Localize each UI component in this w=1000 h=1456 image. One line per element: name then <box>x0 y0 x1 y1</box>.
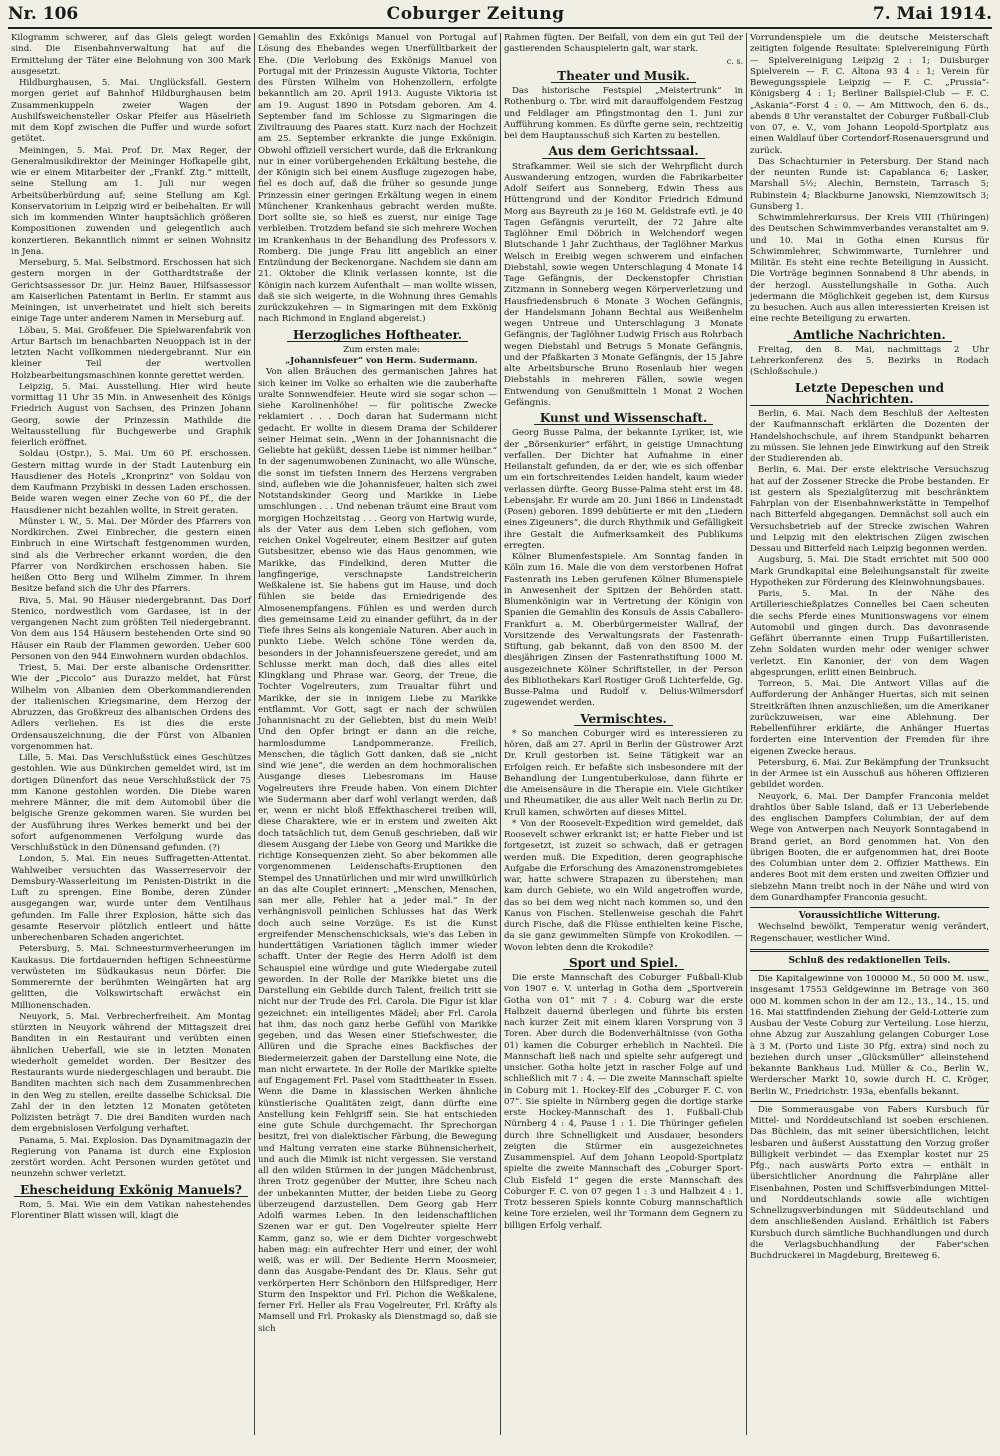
article-paragraph: Die erste Mannschaft des Coburger Fußball-Klub von 1907 e. V. unterlag in Gotha dem „Sportverein Gotha von 01“ mit 7 : 4. Coburg war die erste Halbzeit dauernd überlegen und führte bis ersten nach kurzer Zeit mit einem klaren Vorsprung von 3 Toren. Aber durch die Bodenverhältnisse (von Gotha 01) kamen die Coburger erheblich in Nachteil. Die Mannschaft ließ nach und spielte sehr aufgeregt und unsicher. Gotha holte jetzt in rascher Folge auf und schließlich mit 7 : 4. — Die zweite Mannschaft spielte in Coburg mit 1. Hockey-Elf des „Coburger F. C. von 07“. Sie spielte in Nürnberg gegen die dortige starke erste Hockey-Mannschaft des 1. Fußball-Club Nürnberg 4 : 4, Pause 1 : 1. Die Thüringer gefielen durch ihre Schnelligkeit und Ausdauer, besonders zeigten die Stürmer ein ausgezeichnetes Zusammenspiel. Auf dem Johann Leopold-Sportplatz spielte die zweite Mannschaft des „Coburger Sport-Club Eisfeld 1“ gegen die erste Mannschaft des Coburger F. C. von 07 gegen 1 : 3 und Halbzeit 4 : 1. Trotz besseren Spiels konnte Coburg mannschaftlich keine Tore erzielen, weil ihr Tormann dem Gegnern zu billigen Erfolg verhalf. <box>504 973 743 1231</box>
section-heading: Kunst und Wissenschaft. <box>504 413 743 425</box>
article-paragraph: Das historische Festspiel „Meistertrunk“ in Rothenburg o. Tbr. wird mit darauffolgendem Festzug und Feldlager am Pfingstmontag den 1. Juni zur Aufführung kommen. Es dürfte gerne sein, rechtzeitig bei dem Hauptausschuß sich Karten zu bestellen. <box>504 86 743 141</box>
article-paragraph: Neuyork, 5. Mai. Verbrecherfreiheit. Am Montag stürzten in Neuyork während der Mittagszeit drei Banditen in ein Restaurant und verübten einen ähnlichen Ueberfall, wie sie in letzten Monaten wiederholt gemeldet worden. Der Besitzer des Restaurants wurde niedergeschlagen und beraubt. Die Banditen machten sich nach dem Zusammenbrechen in den Weg zu stellen, ereilte dasselbe Schicksal. Die Zahl der in den letzten 12 Monaten getöteten Polizisten beträgt 7. Die drei Banditen wurden nach dem ergebnislosen Verfolgung verhaftet. <box>11 1011 251 1135</box>
divider <box>750 949 989 952</box>
column-3 <box>500 33 746 1435</box>
section-heading: Theater und Musik. <box>504 71 743 83</box>
masthead-rule <box>8 27 992 29</box>
article-paragraph: Berlin, 6. Mai. Der erste elektrische Versuchszug hat auf der Zossener Strecke die Probe bestanden. Er ist gestern als Spezialgüterzug mit beschränktem Fahrplan von der Eisenbahnwerkstätte in Tempelhof nach Bitterfeld abgegangen. Demnächst soll auch ein Versuchsbetrieb auf der Strecke zwischen Wahren und Leipzig mit den elektrischen Zügen zwischen Dessau und Bitterfeld nach Leipzig begonnen werden. <box>750 465 989 554</box>
masthead <box>8 4 992 24</box>
article-paragraph: * Von der Roosevelt-Expedition wird gemeldet, daß Roosevelt schwer erkrankt ist; er hatte Fieber und ist fortgesetzt, ist zuzeit so schwach, daß er getragen werden muß. Die Expedition, deren geographische Aufgabe die Erforschung des Amazonenstromgebietes war, hatte schwere Strapazen zu überstehen; man kam durch Gebiete, wo ein Wild angetroffen wurde, das so bei dem weg nicht nach kommen so, und den Kanus von Fischen. Stellenweise geschah die Fahrt durch Fische, daß die Flüsse enthielten keine Fische, da sie ganz gewimmelten Sümpfe von Krokodilen. — Wovon lebten denn die Krokodile? <box>504 818 743 953</box>
article-paragraph: Merseburg, 5. Mai. Selbstmord. Erschossen hat sich gestern morgen in der Gotthardtstraße der Gerichtsassessor Dr. jur. Heinz Bauer, Hilfsassessor am Kaiserlichen Patentamt in Berlin. Er stammt aus Meiningen, ist unverheiratet und hielt sich bereits einige Tage unter anderem Namen in Merseburg auf. <box>11 258 251 325</box>
columns <box>8 33 992 1435</box>
section-heading: Ehescheidung Exkönig Manuels? <box>11 1185 251 1197</box>
article-paragraph: Neuyork, 6. Mai. Der Dampfer Franconia meldet drahtlos über Sable Island, daß er 13 Ueberlebende des englischen Dampfers Columbian, der auf dem Wege von Antwerpen nach Neuyork Sonntagabend in Brand geriet, an Bord genommen hat. Von den übrigen Booten, die er aufgenommen hat, drei Boote des Columbian unter dem 2. Offizier Matthews. Ein anderes Boot mit dem ersten und zweiten Offizier und siebzehn Mann treibt noch in der Nähe und wird von dem Gunardhampfer Franconia gesucht. <box>750 791 989 903</box>
article-paragraph: Freitag, den 8. Mai, nachmittags 2 Uhr Lehrerkonferenz des 5. Bezirks in Rodach (Schloßschule.) <box>750 344 989 378</box>
article-paragraph: Schwimmlehrerkursus. Der Kreis VIII (Thüringen) des Deutschen Schwimmverbandes veranstaltet am 9. und 10. Mai in Gotha einen Kursus für Schwimmlehrer, Schwimmwarte, Turnlehrer und Militär. Es steht eine rechte Beteiligung in Aussicht. Die Vorträge beginnen Sonnabend 8 Uhr abends, in der herzogl. Ausstellungshalle in Gotha. Auch jedermann die Möglichkeit gegeben ist, dem Kursus zu besuchen. Auch aus allen interessierten Kreisen ist eine rechte Beteiligung zu erwarten. <box>750 213 989 325</box>
article-paragraph: Paris, 5. Mai. In der Nähe des Artillerieschießplatzes Connelles bei Caen scheuten die sechs Pferde eines Munitionswagens vor einem Automobil und gingen durch. Das davonrasende Gefährt überrannte einen Trupp Fußartilleristen. Zehn Soldaten wurden mehr oder weniger schwer verletzt. Ein Kanonier, der von dem Wagen abgesprungen, erlitt einen Beinbruch. <box>750 589 989 678</box>
section-heading: Sport und Spiel. <box>504 958 743 970</box>
article-paragraph: Riva, 5. Mai. 90 Häuser niedergebrannt. Das Dorf Stenico, nordwestlich vom Gardasee, ist in der vergangenen Nacht zum größten Teil niedergebrannt. Von dem aus 154 Häusern bestehenden Orte sind 90 Häuser ein Raub der Flammen geworden. Ueber 600 Personen von den 944 Einwohnern wurden obdachlos. <box>11 595 251 662</box>
subheading: „Johannisfeuer“ von Herm. Sudermann. <box>285 356 478 366</box>
article-paragraph: Löbau, 5. Mai. Großfeuer. Die Spielwarenfabrik von Artur Bartsch im benachbarten Neuoppach ist in der letzten Nacht vollkommen niedergebrannt. Nur ein kleiner Teil der wertvollen Holzbearbeitungsmaschinen konnte gerettet werden. <box>11 325 251 381</box>
article-paragraph: London, 5. Mai. Ein neues Suffragetten-Attentat. Wahlweiber versuchten das Wasserreservoir der Demsbury-Wasserleitung im Penisten-Distrikt in die Luft zu sprengen. Eine Bombe, deren Zünder ausgegangen war, wurde unter dem Ventilhaus gefunden. Im Falle ihrer Explosion, hätte sich das gesamte Reservoir plötzlich entleert und hätte unberechenbaren Schaden angerichtet. <box>11 854 251 943</box>
divider <box>750 907 989 908</box>
article-paragraph: Von allen Bräuchen des germanischen Jahres hat sich keiner im Volke so erhalten wie die zauberhafte uralte Sonnwendfeier. Heute wird sie sogar schon — siehe Karolinenhöhe! — für politische Zwecke reklamiert . . . Doch daran hat Sudermann nicht gedacht. Er wollte in diesem Drama der Schilderer seiner Heimat sein. „Wenn in der Johannisnacht die Geliebte hat geküßt, dessen Liebe ist nimmer heilbar.“ In der sagenumwobenen Zuninacht, wo alle Wünsche, die sonst im tiefsten Innern des Herzens vergraben sind, aufleben wie die Johannisfeuer, halten sich zwei Notstandskinder Georg und Marikke in Liebe umschlungen . . . Und nebenan träumt eine Braut vom morgigen Hochzeitstag . . . Georg von Hartwig wurde, als der Vater aus dem Leben sich geflohen, vom reichen Onkel Vogelreuter, einem Besitzer auf guten Gutsbesitzer, ebenso wie das Haus genommen, wie Marikke, das Findelkind, deren Mutter die langfingerige, verschnapste Landstreicherin Weßkalene ist. Sie habens gut im Hause, und doch fühlen sie beide das Erniedrigende des Almosenempfangens. Fühlen es und werden durch dies gemeinsame Leid zu einander geführt, da in der Tiefe ihres Seins als kongeniale Naturen. Aber auch in punkto Liebe. Welch schöne Töne werden da, besonders in der Johannisfeuerszene geredet, und am Schlusse merkt man doch, daß dies alles eitel Klingklang und Phrase war. Georg, der Treue, die Tochter Vogelreuters, zum Traualtar führt und Marikke, der sie in innigem Liebe zu Marikke entflammt. Vor Gott, sagt er nach der schwülen Johannisnacht zu der Geliebten, bist du mein Weib! Und den Opfer bringt er dann an die reiche, harmlosdumme Landpommeranze. Freilich, Menschen, die täglich Gott danken, daß sie „nicht sind wie jene“, die werden an dem hochmoralischen Ausgange dieses Liebesromans im Hause Vogelreuters ihre Freude haben. Von einem Dichter wie Sudermann aber darf wohl verlangt werden, daß er, wenn er nicht bloß Effekthascherei treiben will, diese Charaktere, wie er in erstem und zweiten Akt doch tatsächlich tut, dem Genuß geschrieben, daß wir diesem Ausgang der Liebe von Georg und Marikke die richtige Konsequenzen zieht. So aber bekommen alle vorgenommenen Leidenschafts-Eruptionen den Stempel des Unnatürlichen und mir wird unwillkürlich an das alte Couplet erinnert: „Menschen, Menschen, san mer alle, Fehler hat a jeder mal.“ In der verhängnisvoll peinlichen Schlusses hat das Werk doch auch seine Vorzüge. Es ist die Kunst ergreifender Menschenschicksals, wie's das Leben in hunderttätigen Variationen täglich immer wieder schafft. Unter der Regie des Herrn Adolfi ist dem Schauspiel eine würdige und gute Wiedergabe zuteil geworden. In der Rolle der Marikke bietet uns die Darstellung ein Gebilde durch Talent, freilich tritt sie nicht nur der Trude des Frl. Carola. Die Figur ist klar gezeichnet: ein intelligentes Mädel; aber Frl. Carola hat ihm, das noch ganz herbe Gefühl von Marikke gegeben, und das Wesen einer Stiefschwester, die Allüren und die Sprache eines Backfisches der Biedermeierzeit gaben der Darstellung eine Note, die man nicht erwartete. In der Rolle der Marikke spielte auf Engagement Frl. Pasel vom Stadttheater in Essen. Wenn die Dame in klassischen Werken ähnliche künstlerische Qualitäten zeigt, dann dürfte eine Anstellung kein Fehlgriff sein. Sie hat entschieden eine gute Schule durchgemacht. Ihr Sprechorgan besitzt, frei von dialektischer Färbung, die Bewegung und Haltung verraten eine starke Bühnensicherheit, und auch die Mimik ist nicht vergessen. Sie verstand all den wilden Stürmen in der jungen Mädchenbrust, ihren Trotz gegenüber der Mutter, ihre Scheu nach der unbekannten Mutter, der beiden Liebe zu Georg überzeugend darzustellen. Dem Georg gab Herr Adolfi warmes Leben. In den leidenschaftlichen Szenen war er gut. Den Vogelreuter spielte Herr Kamm, ganz so, wie er dem Dichter vorgeschwebt haben mag: ein aufrechter Herr und einer, der wohl weiß, was er will. Der Bediente Herrn Moosmeier, dann das Ausgabe-Pendant des Dr. Klaus. Sehr gut verkörperten Herr Schönborn den Hilfsprediger, Herr Sturm den Inspektor und Frl. Pichon die Weßkalene, ferner Frl. Heller als Frau Vogelreuter, Frl. Kräfty als Mamsell und Frl. Prokasky als Dienstmagd so, daß sie sich <box>258 367 497 1334</box>
section-heading: Amtliche Nachrichten. <box>750 330 989 342</box>
article-paragraph: Rom, 5. Mai. Wie ein dem Vatikan nahestehendes Florentiner Blatt wissen will, klagt die <box>11 1199 251 1221</box>
column-1 <box>8 33 254 1435</box>
section-heading: Aus dem Gerichtssaal. <box>504 146 743 158</box>
article-paragraph: Das Schachturnier in Petersburg. Der Stand nach der neunten Runde ist: Capablanca 6; Lasker, Marshall 5½; Alechin, Bernstein, Tarrasch 5; Rubinstein 4; Blackburne Janowski, Niemzowitsch 3; Gunsberg 1. <box>750 156 989 212</box>
end-editorial-notice: Schluß des redaktionellen Teils. <box>788 955 951 966</box>
article-paragraph: Gemahlin des Exkönigs Manuel von Portugal auf Lösung des Ehebandes wegen Unerfülltbarkeit der Ehe. (Die Verlobung des Exkönigs Manuel von Portugal mit der Prinzessin Auguste Viktoria, Tochter des Fürsten Wilhelm von Hohenzollern, erfolgte bekanntlich am 20. April 1913. Auguste Viktoria ist am 19. August 1890 in Potsdam geboren. Am 4. September fand im Schlosse zu Sigmaringen die Ziviltrauung des Paares statt. Kurz nach der Hochzeit am 25. September erkrankte die junge Exkönigin. Obwohl offiziell versichert wurde, daß die Erkrankung nur in einer vorübergehenden Erkältung bestehe, die der Königin sich bei einem Ausfluge zugezogen habe, fiel es doch auf, daß die früher so gesunde junge Prinzessin einer geringen Erkältung wegen in einem Münchener Krankenhaus gebracht werden mußte. Dort sollte sie, so hieß es zuerst, nur einige Tage verbleiben. Trotzdem befand sie sich mehrere Wochen im Krankenhaus in der Behandlung des Professors v. Romberg. Die junge Frau litt angeblich an einer Entzündung der Beckenorgane. Nachdem sie dann am 21. Oktober die Klinik verlassen konnte, ist die Königin nach kurzem Aufenthalt — man wollte wissen, daß sie sich weigerte, in die Wohnung ihres Gemahls zurückzukehren — in Sigmaringen mit dem Exkönig nach Richmond in England abgereist.) <box>258 33 497 325</box>
advertisement: Die Sommerausgabe von Fabers Kursbuch für Mittel- und Norddeutschland ist soeben erschienen. Das Büchlein, das mit seiner übersichtlichen, leicht lesbaren und äußerst Ausstattung den Vorzug großer Billigkeit verbindet — das Exemplar kostet nur 25 Pfg., nach auswärts Porto extra — enthält in übersichtlicher Anordnung die Fahrpläne aller Eisenbahnen, Posten und Schiffsverbindungen Mittel- und Norddeutschlands sowie alle wichtigen Schnellzugsverbindungen mit Süddeutschland und dem anschließenden Ausland. Erhältlich ist Fabers Kursbuch durch sämtliche Buchhandlungen und durch die Verlagsbuchhandlung der Faber'schen Buchdruckerei in Magdeburg, Breiteweg 6. <box>750 1104 989 1261</box>
weather-heading: Voraussichtliche Witterung. <box>798 911 941 921</box>
section-heading: Vermischtes. <box>504 714 743 726</box>
column-4 <box>746 33 992 1435</box>
article-paragraph: Hildburghausen, 5. Mai. Unglücksfall. Gestern morgen geriet auf Bahnhof Hildburghausen beim Zusammenkuppeln zweier Wagen der Aushilfsweichensteller Oskar Pfeifer aus Häselrieth mit dem Kopf zwischen die Puffer und wurde sofort getötet. <box>11 78 251 145</box>
article-paragraph: Münster i. W., 5. Mai. Der Mörder des Pfarrers von Nordkirchen. Zwei Einbrecher, die gestern einen Einbruch in eine Wirtschaft festgenommen wurden, sind als die Verbrecher erkannt worden, die den Pfarrer von Nordkirchen erschossen haben. Sie heißen Otto Berg und Wilhelm Zimmer. In ihrem Besitze befand sich die Uhr des Pfarrers. <box>11 516 251 595</box>
issue-date: 7. Mai 1914. <box>872 4 992 24</box>
author-signature: c. s. <box>726 56 743 66</box>
section-heading: Herzogliches Hoftheater. <box>258 330 497 342</box>
article-paragraph: Augsburg, 5. Mai. Die Stadt errichtet mit 500 000 Mark Grundkapital eine Beleihungsanstalt für zweite Hypotheken zur Förderung des Kleinwohnungsbaues. <box>750 555 989 588</box>
article-paragraph: Vorrundenspiele um die deutsche Meisterschaft zeitigten folgende Resultate: Spielvereinigung Fürth — Spielvereinigung Leipzig 2 : 1; Duisburger Spielverein — F. C. Altona 93 4 : 1; Verein für Bewegungsspiele Leipzig — F. C. „Prussia“-Königsberg 4 : 1; Berliner Ballspiel-Club — F. C. „Askania“-Forst 4 : 0. — Am Mittwoch, den 6. ds., abends 8 Uhr veranstaltet der Coburger Fußball-Club von 07, e. V., vom Johann Leopold-Sportplatz aus einen Waldlauf über Cortendorf-Rosenauersgrund und zurück. <box>750 33 989 156</box>
column-2 <box>254 33 500 1435</box>
article-paragraph: Panama, 5. Mai. Explosion. Das Dynamitmagazin der Regierung von Panama ist durch eine Explosion zerstört worden. Acht Personen wurden getötet und neunzehn schwer verletzt. <box>11 1135 251 1180</box>
article-paragraph: Torreon, 5. Mai. Die Antwort Villas auf die Aufforderung der Anhänger Huertas, sich mit seinen Streitkräften ihnen anzuschließen, um die Amerikaner zurückzuweisen, war eine Ablehnung. Der Rebellenführer erklärte, die Anhänger Huertas forderten eine Intervention der Fremden für ihre eigenen Zwecke heraus. <box>750 679 989 757</box>
advertisement: Die Kapitalgewinne von 100000 M., 50 000 M. usw., insgesamt 17553 Geldgewinne im Betrage von 360 000 M. kommen schon in der am 12., 13., 14., 15. und 16. Mai stattfindenden Ziehung der Geld-Lotterie zum Ausbau der Veste Coburg zur Verteilung. Lose hierzu, ohne Abzug zur Auszahlung gelangen Coburger Lose à 3 M. (Porto und Liste 30 Pfg. extra) sind noch zu beziehen durch unser „Glücksmüller“ alleinstehend bekannte Bankhaus Lud. Müller & Co., Berlin W., Werderscher Markt 10, sowie durch H. C. Kröger, Berlin W., Friedrichstr. 193a, ebenfalls bekannt. <box>750 974 989 1097</box>
weather-forecast: Wechselnd bewölkt, Temperatur wenig verändert, Regenschauer, westlicher Wind. <box>750 922 989 944</box>
article-paragraph: * So manchen Coburger wird es interessieren zu hören, daß am 27. April in Berlin der Güstrower Arzt Dr. Krull gestorben ist. Seine Tätigkeit war an Erfolgen reich. Er befaßte sich insbesondere mit der Behandlung der Lungentuberkulose, dann führte er die Ameisensäure in die Therapie ein. Viele Gichtiker und Rheumatiker, die aus aller Welt nach Berlin zu Dr. Krull kamen, schwörten auf dieses Mittel. <box>504 728 743 818</box>
article-paragraph: Petersburg, 5. Mai. Schneesturmverheerungen im Kaukasus. Die fortdauernden heftigen Schneestürme verwüsteten im Südkaukasus neun Dörfer. Die Sommerernte der berühmten Weingärten hat arg gelitten, die Volkswirtschaft erwächst ein Millionenschaden. <box>11 944 251 1011</box>
article-paragraph: Berlin, 6. Mai. Nach dem Beschluß der Aeltesten der Kaufmannschaft erklärten die Dozenten der Handelshochschule, auf ihrem Standpunkt beharren zu müssen. Sie lehnen jede Einwirkung auf den Streik der Studierenden ab. <box>750 409 989 464</box>
divider <box>750 1101 989 1102</box>
article-paragraph: Soldau (Ostpr.), 5. Mai. Um 60 Pf. erschossen. Gestern mittag wurde in der Stadt Lautenburg ein Hausdiener des Hotels „Kronprinz“ von Soldau von dem Kaufmann Przybiski in dessen Laden erschossen. Beide waren wegen einer Zeche von 60 Pf., die der Hausdiener nicht bezahlen wollte, in Streit geraten. <box>11 449 251 516</box>
article-paragraph: Kilogramm schwerer, auf das Gleis gelegt worden sind. Die Eisenbahnverwaltung hat auf die Ermittelung der Täter eine Belohnung von 300 Mark ausgesetzt. <box>11 33 251 77</box>
article-paragraph: Georg Busse Palma, der bekannte Lyriker, ist, wie der „Börsenkurier“ erfährt, in geistige Umnachtung verfallen. Der Dichter hat Aufnahme in einer Heilanstalt gefunden, da er der, wie es sich offenbar um ein fortschreitendes Leiden handelt, kaum wieder verlassen dürfte. Georg Busse-Palma steht erst im 48. Lebensjahr. Er wurde am 20. Juni 1866 in Lindenstadt (Posen) geboren. 1899 debütierte er mit den „Liedern eines Zigeuners“, die durch Rhythmik und Gefälligkeit ihre Gestalt die Aufmerksamkeit des Publikums erregten. <box>504 428 743 551</box>
subheading: Zum ersten male: <box>343 344 420 355</box>
article-paragraph: Leipzig, 5. Mai. Ausstellung. Hier wird heute vormittag 11 Uhr 35 Min. in Anwesenheit des Königs Friedrich August von Sachsen, des Prinzen Johann Georg, sowie der Prinzessin Mathilde die Weltausstellung für Buchgewerbe und Graphik feierlich eröffnet. <box>11 381 251 448</box>
article-paragraph: Strafkammer. Weil sie sich der Wehrpflicht durch Auswanderung entzogen, wurden die Fabrikarbeiter Adolf Seifert aus Sonneberg, Edwin Thess aus Hüttengrund und der Konditor Friedrich Edmund Morg aus Bayreuth zu je 160 M. Geldstrafe evtl. je 40 Tagen Gefängnis verurteilt, der 72 Jahre alte Taglöhner Emil Döbrich in Welchendorf wegen Blutschande 1 Jahr Zuchthaus, der Taglöhner Markus Welsch in Ereibig wegen schwerem und einfachen Diebstahl, sowie wegen Unterschlagung 4 Monate 14 Tage Gefängnis, der Deckenstopfer Christian Zitzmann in Sonneberg wegen Körperverletzung und Hausfriedensbruch 6 Monate 3 Wochen Gefängnis, der Handelsmann Johann Bechtal aus Weißenhelm wegen Untreue und Unterschlagung 3 Monate Gefängnis, der Taglöhner Ludwig Frisch aus Rohrbach wegen Diebstahl und Betrugs 5 Monate Gefängnis, und der Pfaßkarten 3 Monate Gefängnis, der 15 Jahre alte Arbeitsbursche Bruno Rosenlaub hier wegen Diebstahls in mehreren Fällen, sowie wegen Entwendung von Genußmitteln 1 Monat 2 Wochen Gefängnis. <box>504 161 743 408</box>
newspaper-title: Coburger Zeitung <box>386 4 565 24</box>
article-paragraph: Meiningen, 5. Mai. Prof. Dr. Max Reger, der Generalmusikdirektor der Meininger Hofkapelle gibt, wie er einem Mitarbeiter der „Frankf. Ztg.“ mitteilt, seine Stellung am 1. Juli nur wegen Arbeitsüberbürdung auf; seine Stellung am Kgl. Konservatorium in Leipzig wird er beibehalten. Er will sich im kommenden Winter hauptsächlich größeren Kompositionen zuwenden und gelegentlich auch konzertieren. Bekanntlich nimmt er seinen Wohnsitz in Jena. <box>11 145 251 257</box>
section-heading: Letzte Depeschen und Nachrichten. <box>750 383 989 407</box>
article-paragraph: Petersburg, 6. Mai. Zur Bekämpfung der Trunksucht in der Armee ist ein Ausschuß aus höheren Offizieren gebildet worden. <box>750 757 989 791</box>
article-paragraph: Kölner Blumenfestspiele. Am Sonntag fanden in Köln zum 16. Male die von dem verstorbenen Hofrat Fastenrath ins Leben gerufenen Kölner Blumenspiele in Anwesenheit der Spitzen der Behörden statt. Blumenkönigin war in Vertretung der Königin von Spanien die Gemahlin des Konsuls de Assis Caballero-Frankfurt a. M. Oberbürgermeister Wallraf, der Vorsitzende des Verwaltungsrats der Fastenrath-Stiftung, gab bekannt, daß von den 8500 M. der diesjährigen Zinsen der Fastenrathstiftung 1000 M. ausgezeichnete Kölner Schriftsteller, in der Person des Bibliothekars Karl Rostiger Groß Lichterfelde, Gg. Busse-Palma und Rudolf v. Delius-Wilmersdorf zugewendet werden. <box>504 552 743 709</box>
newspaper-page <box>8 4 992 1444</box>
article-paragraph: Triest, 5. Mai. Der erste albanische Ordensritter. Wie der „Piccolo“ aus Durazzo meldet, hat Fürst Wilhelm von Albanien dem Oberkommandierenden der italienischen Kriegsmarine, dem Herzog der Abruzzen, das Großkreuz des albanischen Ordens des Adlers verliehen. Es ist dies die erste Ordensauszeichnung, die der Fürst von Albanien vorgenommen hat. <box>11 663 251 752</box>
divider <box>750 970 989 971</box>
issue-number: Nr. 106 <box>8 4 79 24</box>
article-paragraph: Rahmen fügten. Der Beifall, von dem ein gut Teil der gastierenden Schauspielerin galt, war stark. <box>504 33 743 55</box>
article-paragraph: Lille, 5. Mai. Das Verschlußstück eines Geschützes gestohlen. Wie aus Dünkirchen gemeldet wird, ist im dortigen Dünenfort das neue Verschlußstück der 75 mm Kanone gestohlen worden. Die Diebe waren mehrere Männer, die mit dem Automobil über die belgische Grenze gekommen waren. Sie wurden bei der Ausführung ihres Werkes bemerkt und bei der sofort aufgenommenen Verfolgung wurde das Verschlußstück in den Dünensand gefunden. (?) <box>11 753 251 853</box>
